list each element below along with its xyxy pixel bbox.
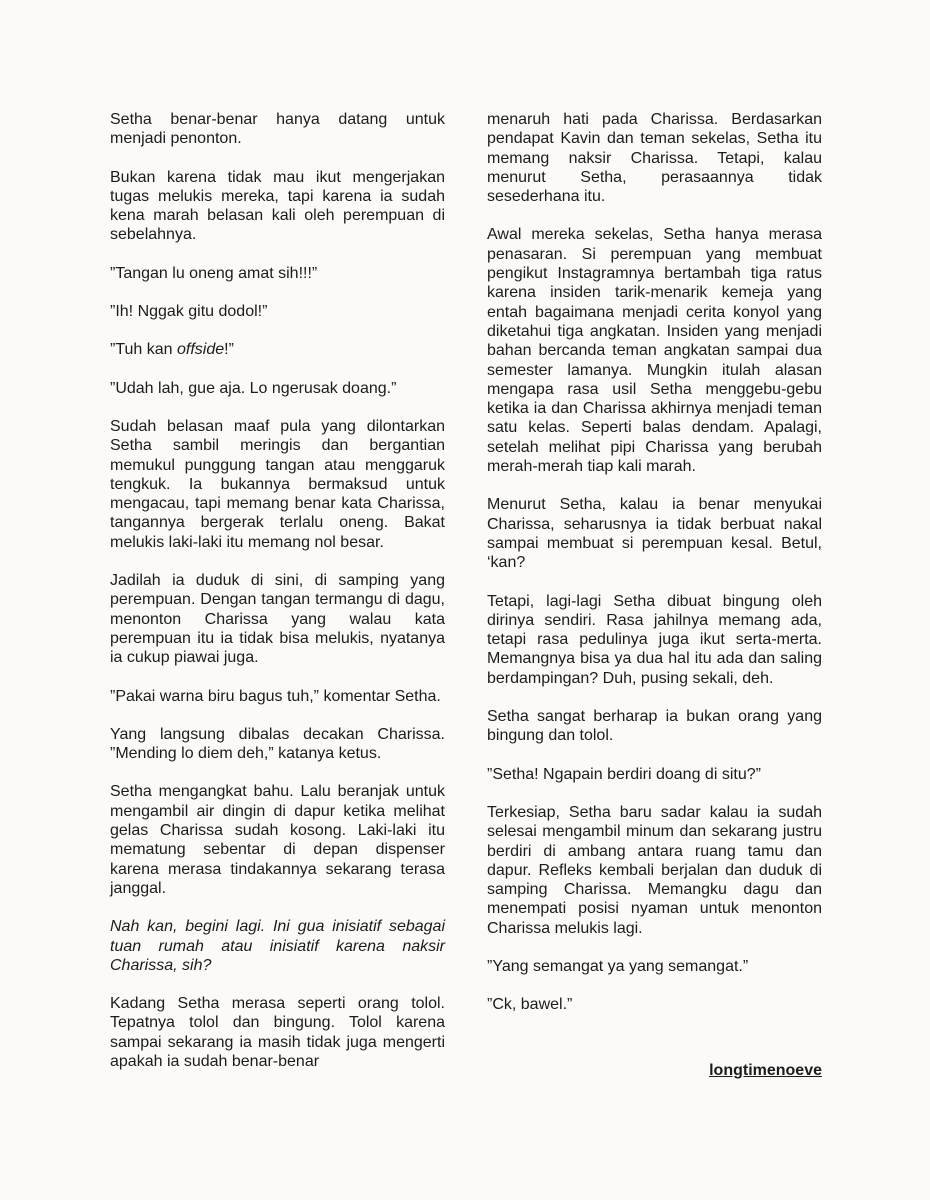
paragraph: menaruh hati pada Charissa. Berdasarkan pendapat Kavin dan teman sekelas, Setha itu memang naksir Charissa. Tetapi, kalau menurut Setha, perasaannya tidak sesederhana itu. (487, 111, 822, 206)
paragraph: Setha mengangkat bahu. Lalu beranjak untuk mengambil air dingin di dapur ketika melihat gelas Charissa sudah kosong. Laki-laki itu mematung sebentar di depan dispenser karena merasa tindakannya sekarang terasa janggal. (110, 783, 445, 897)
paragraph: Kadang Setha merasa seperti orang tolol. Tepatnya tolol dan bingung. Tolol karena sampai sekarang ia masih tidak juga mengerti apakah ia sudah benar-benar (110, 995, 445, 1070)
dialogue-text: ”Tuh kan (110, 341, 177, 359)
paragraph: Bukan karena tidak mau ikut mengerjakan tugas melukis mereka, tapi karena ia sudah kena marah belasan kali oleh perempuan di sebelahnya. (110, 168, 445, 244)
paragraph: Setha sangat berharap ia bukan orang yang bingung dan tolol. (487, 708, 822, 745)
paragraph: Jadilah ia duduk di sini, di samping yang perempuan. Dengan tangan termangu di dagu, menonton Charissa yang walau kata perempuan itu ia tidak bisa melukis, nyatanya ia cukup piawai juga. (110, 572, 445, 667)
dialogue-line: ”Udah lah, gue aja. Lo ngerusak doang.” (110, 379, 397, 397)
dialogue-line: ”Tangan lu oneng amat sih!!!” (110, 264, 318, 282)
dialogue-line: ”Ck, bawel.” (487, 996, 573, 1014)
dialogue-line: ”Yang semangat ya yang semangat.” (487, 957, 749, 975)
paragraph: ”Pakai warna biru bagus tuh,” komentar Setha. (110, 687, 441, 705)
paragraph: Menurut Setha, kalau ia benar menyukai Charissa, seharusnya ia tidak berbuat nakal sampai membuat si perempuan kesal. Betul, ‘kan? (487, 496, 822, 572)
italic-text: Nah kan, begini lagi. Ini gua inisiatif sebagai tuan rumah atau inisiatif karena naksir Charissa, sih? (110, 918, 445, 974)
dialogue-line: ”Ih! Nggak gitu dodol!” (110, 303, 268, 321)
author-signature: longtimenoeve (709, 1062, 822, 1079)
paragraph: Yang langsung dibalas decakan Charissa. ”Mending lo diem deh,” katanya ketus. (110, 725, 445, 763)
paragraph: Tetapi, lagi-lagi Setha dibuat bingung oleh dirinya sendiri. Rasa jahilnya memang ada, tetapi rasa pedulinya juga ikut serta-merta. Memangnya bisa ya dua hal itu ada dan saling berdampingan? Duh, pusing sekali, deh. (487, 592, 822, 687)
paragraph: Setha benar-benar hanya datang untuk menjadi penonton. (110, 111, 445, 148)
inner-thought (110, 917, 445, 975)
paragraph: Terkesiap, Setha baru sadar kalau ia sudah selesai mengambil minum dan sekarang justru berdiri di ambang antara ruang tamu dan dapur. Refleks kembali berjalan dan duduk di samping Charissa. Memangku dagu dan menempati posisi nyaman untuk menonton Charissa melukis lagi. (487, 803, 822, 937)
paragraph: Sudah belasan maaf pula yang dilontarkan Setha sambil meringis dan bergantian memukul punggung tangan atau menggaruk tengkuk. Ia bukannya bermaksud untuk mengacau, tapi memang benar kata Charissa, tangannya bergerak terlalu oneng. Bakat melukis laki-laki itu memang nol besar. (110, 417, 445, 551)
right-column (487, 110, 822, 1034)
italic-word: offside (177, 341, 225, 359)
dialogue-text: !” (224, 341, 234, 359)
dialogue-line: ”Setha! Ngapain berdiri doang di situ?” (487, 765, 761, 783)
dialogue-line (110, 340, 445, 359)
left-column (110, 110, 445, 1071)
paragraph: Awal mereka sekelas, Setha hanya merasa penasaran. Si perempuan yang membuat pengikut Instagramnya bertambah tiga ratus karena insiden tarik-menarik kemeja yang entah bagaimana menjadi cerita konyol yang diketahui tiga angkatan. Insiden yang menjadi bahan bercanda teman angkatan sampai dua semester lamanya. Mungkin itulah alasan mengapa rasa usil Setha menggebu-gebu ketika ia dan Charissa akhirnya menjadi teman satu kelas. Seperti balas dendam. Apalagi, setelah melihat pipi Charissa yang berubah merah-merah tiap kali marah. (487, 226, 822, 476)
